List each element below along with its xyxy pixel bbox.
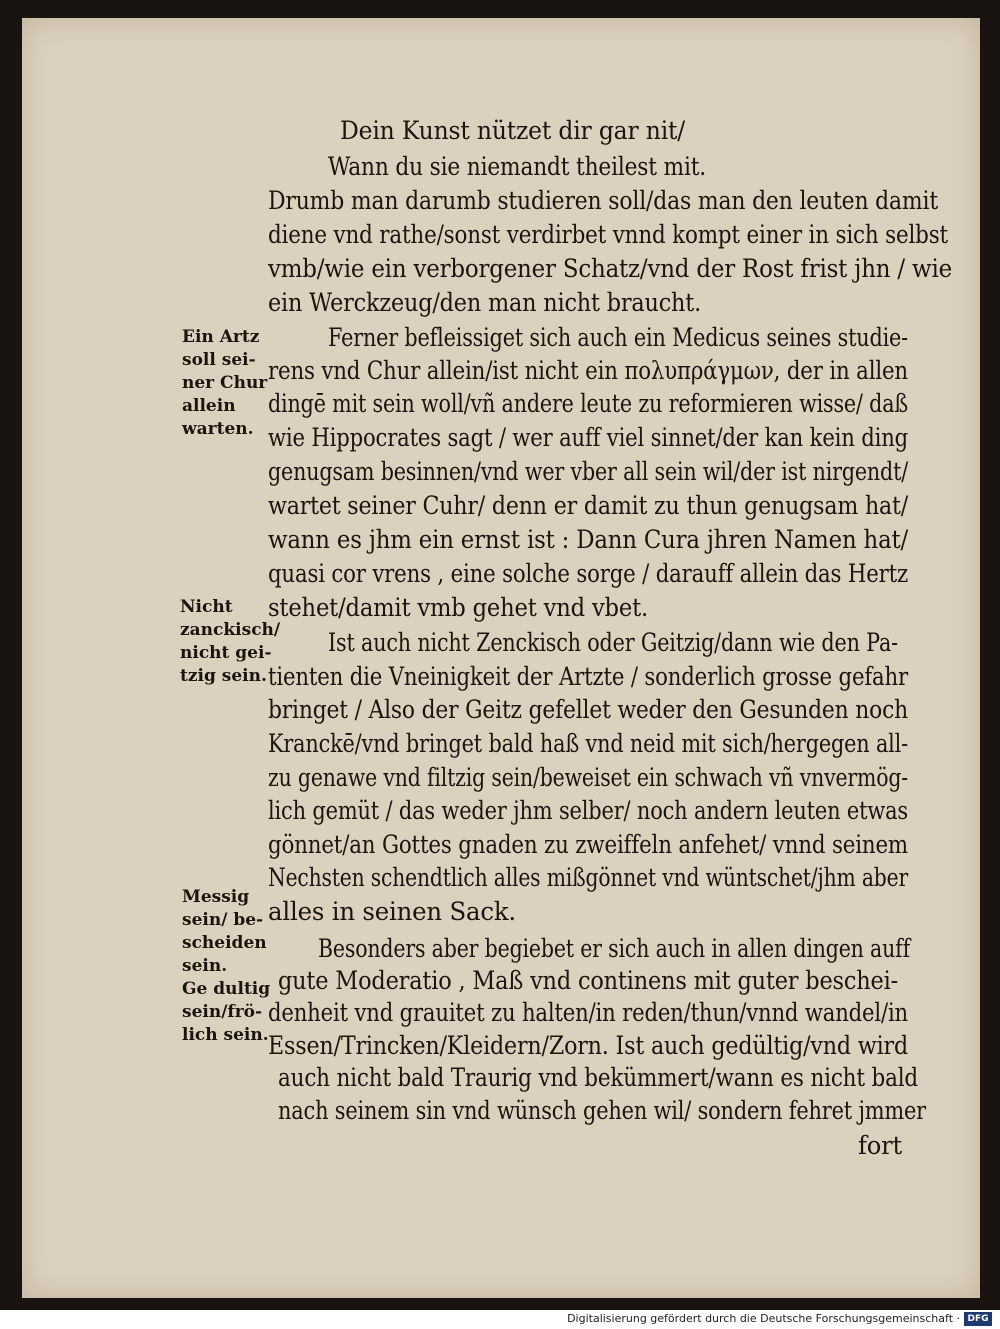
- body-line: Kranckē/vnd bringet bald haß vnd neid mit sich/hergegen all-: [268, 729, 908, 758]
- body-line: quasi cor vrens , eine solche sorge / darauff allein das Hertz: [268, 559, 908, 588]
- body-line: zu genawe vnd filtzig sein/beweiset ein schwach vñ vnvermög-: [268, 763, 908, 792]
- body-line: Essen/Trincken/Kleidern/Zorn. Ist auch gedültig/vnd wird: [268, 1031, 908, 1060]
- margin-note-line: lich sein.: [182, 1025, 269, 1045]
- margin-note-line: ner Chur: [182, 373, 268, 393]
- margin-note-line: Ge dultig: [182, 979, 271, 999]
- body-line: wie Hippocrates sagt / wer auff viel sinnet/der kan kein ding: [268, 423, 908, 452]
- footer-credit: Digitalisierung gefördert durch die Deutsche Forschungsgemeinschaft ·: [567, 1312, 960, 1325]
- body-line: alles in seinen Sack.: [268, 897, 516, 926]
- body-line: Nechsten schendtlich alles mißgönnet vnd wüntschet/jhm aber: [268, 863, 908, 892]
- book-page: [22, 18, 980, 1298]
- body-line: bringet / Also der Geitz gefellet weder den Gesunden noch: [268, 695, 908, 724]
- margin-note-line: tzig sein.: [180, 666, 267, 686]
- body-line: Besonders aber begiebet er sich auch in allen dingen auff: [318, 934, 910, 963]
- body-line: wann es jhm ein ernst ist : Dann Cura jhren Namen hat/: [268, 525, 908, 554]
- body-line: vmb/wie ein verborgener Schatz/vnd der Rost frist jhn / wie: [268, 254, 952, 283]
- body-line: Ferner befleissiget sich auch ein Medicus seines studie-: [328, 323, 908, 352]
- margin-note-line: warten.: [182, 419, 254, 439]
- margin-note-line: zanckisch/: [180, 620, 281, 640]
- body-line: fort: [858, 1131, 902, 1160]
- body-line: gönnet/an Gottes gnaden zu zweiffeln anfehet/ vnnd seinem: [268, 830, 908, 859]
- body-line: auch nicht bald Traurig vnd bekümmert/wann es nicht bald: [278, 1063, 918, 1092]
- body-line: Drumb man darumb studieren soll/das man den leuten damit: [268, 186, 938, 215]
- margin-note-line: sein.: [182, 956, 228, 976]
- body-line: lich gemüt / das weder jhm selber/ noch andern leuten etwas: [268, 796, 908, 825]
- margin-note-line: soll sei-: [182, 350, 256, 370]
- margin-note-line: nicht gei-: [180, 643, 272, 663]
- body-line: nach seinem sin vnd wünsch gehen wil/ sondern fehret jmmer: [278, 1096, 926, 1125]
- margin-note-line: scheiden: [182, 933, 267, 953]
- body-line: stehet/damit vmb gehet vnd vbet.: [268, 593, 648, 622]
- body-line: ein Werckzeug/den man nicht braucht.: [268, 288, 701, 317]
- body-line: gute Moderatio , Maß vnd continens mit guter beschei-: [278, 966, 898, 995]
- margin-note-line: sein/ be-: [182, 910, 264, 930]
- margin-note-line: allein: [182, 396, 236, 416]
- dfg-logo-icon: DFG: [964, 1312, 992, 1326]
- footer-bar: [0, 1310, 1000, 1329]
- body-line: denheit vnd grauitet zu halten/in reden/thun/vnnd wandel/in: [268, 998, 908, 1027]
- body-line: dingē mit sein woll/vñ andere leute zu reformieren wisse/ daß: [268, 389, 908, 418]
- body-line: Wann du sie niemandt theilest mit.: [328, 152, 706, 181]
- margin-note-line: sein/frö-: [182, 1002, 263, 1022]
- body-line: Dein Kunst nützet dir gar nit/: [340, 116, 685, 145]
- body-line: wartet seiner Cuhr/ denn er damit zu thun genugsam hat/: [268, 491, 908, 520]
- body-line: tienten die Vneinigkeit der Artzte / sonderlich grosse gefahr: [268, 662, 908, 691]
- body-line: Ist auch nicht Zenckisch oder Geitzig/dann wie den Pa-: [328, 628, 898, 657]
- body-line: genugsam besinnen/vnd wer vber all sein wil/der ist nirgendt/: [268, 457, 908, 486]
- margin-note-line: Messig: [182, 887, 250, 907]
- body-line: rens vnd Chur allein/ist nicht ein πολυπράγμων, der in allen: [268, 356, 908, 385]
- body-line: diene vnd rathe/sonst verdirbet vnnd kompt einer in sich selbst: [268, 220, 948, 249]
- margin-note-line: Nicht: [180, 597, 233, 617]
- margin-note-line: Ein Artz: [182, 327, 260, 347]
